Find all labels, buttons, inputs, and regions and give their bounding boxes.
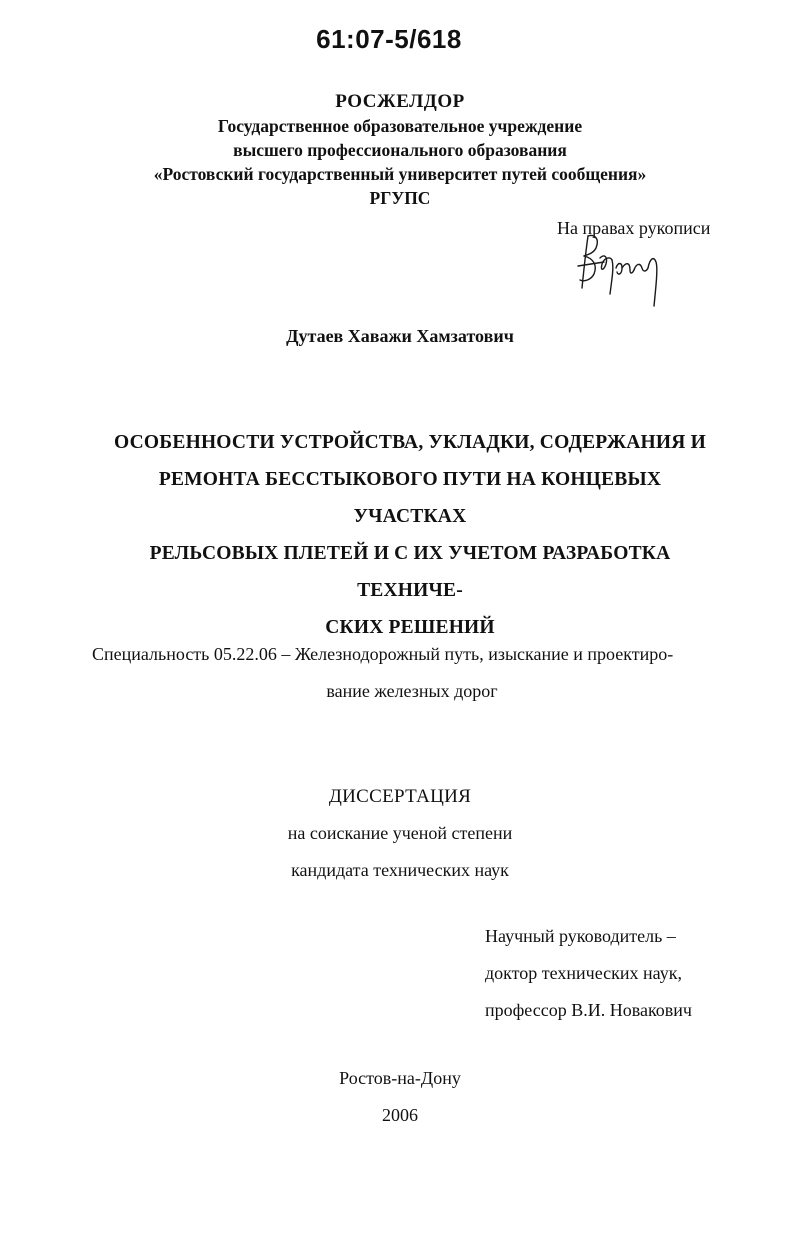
author-name: Дутаев Хаважи Хамзатович <box>286 326 514 346</box>
city-year-block <box>0 1060 794 1134</box>
specialty-line-2: вание железных дорог <box>326 681 498 701</box>
supervisor-line-1: Научный руководитель – <box>485 926 676 946</box>
title-line-1: ОСОБЕННОСТИ УСТРОЙСТВА, УКЛАДКИ, СОДЕРЖАНИЯ И <box>114 432 706 453</box>
year: 2006 <box>382 1105 418 1125</box>
city: Ростов-на-Дону <box>339 1068 461 1088</box>
supervisor-block <box>485 918 725 1029</box>
agency-name: РОСЖЕЛДОР <box>335 91 465 112</box>
org-line-1: Государственное образовательное учреждение <box>217 116 583 136</box>
specialty-block <box>92 636 732 710</box>
handwritten-signature <box>574 228 664 313</box>
degree-line-2: кандидата технических наук <box>291 860 509 880</box>
supervisor-line-2: доктор технических наук, <box>485 963 682 983</box>
document-type: ДИССЕРТАЦИЯ <box>328 786 472 807</box>
supervisor-line-3: профессор В.И. Новакович <box>485 1000 692 1020</box>
specialty-line-1: Специальность 05.22.06 – Железнодорожный путь, изыскание и проектиро- <box>92 644 674 664</box>
org-line-2: высшего профессионального образования <box>233 140 567 160</box>
catalog-number: 61:07-5/618 <box>316 24 462 54</box>
org-line-3: «Ростовский государственный университет путей сообщения» <box>153 164 647 184</box>
organization-header <box>0 90 794 210</box>
degree-block <box>0 778 794 889</box>
thesis-title <box>100 424 720 646</box>
title-line-2: РЕМОНТА БЕССТЫКОВОГО ПУТИ НА КОНЦЕВЫХ УЧАСТКАХ <box>158 469 662 527</box>
title-line-4: СКИХ РЕШЕНИЙ <box>325 617 495 638</box>
degree-line-1: на соискание ученой степени <box>287 823 513 843</box>
manuscript-rights: На правах рукописи <box>557 218 711 238</box>
title-line-3: РЕЛЬСОВЫХ ПЛЕТЕЙ И С ИХ УЧЕТОМ РАЗРАБОТКА ТЕХНИЧЕ- <box>149 543 671 601</box>
org-abbreviation: РГУПС <box>369 188 431 208</box>
